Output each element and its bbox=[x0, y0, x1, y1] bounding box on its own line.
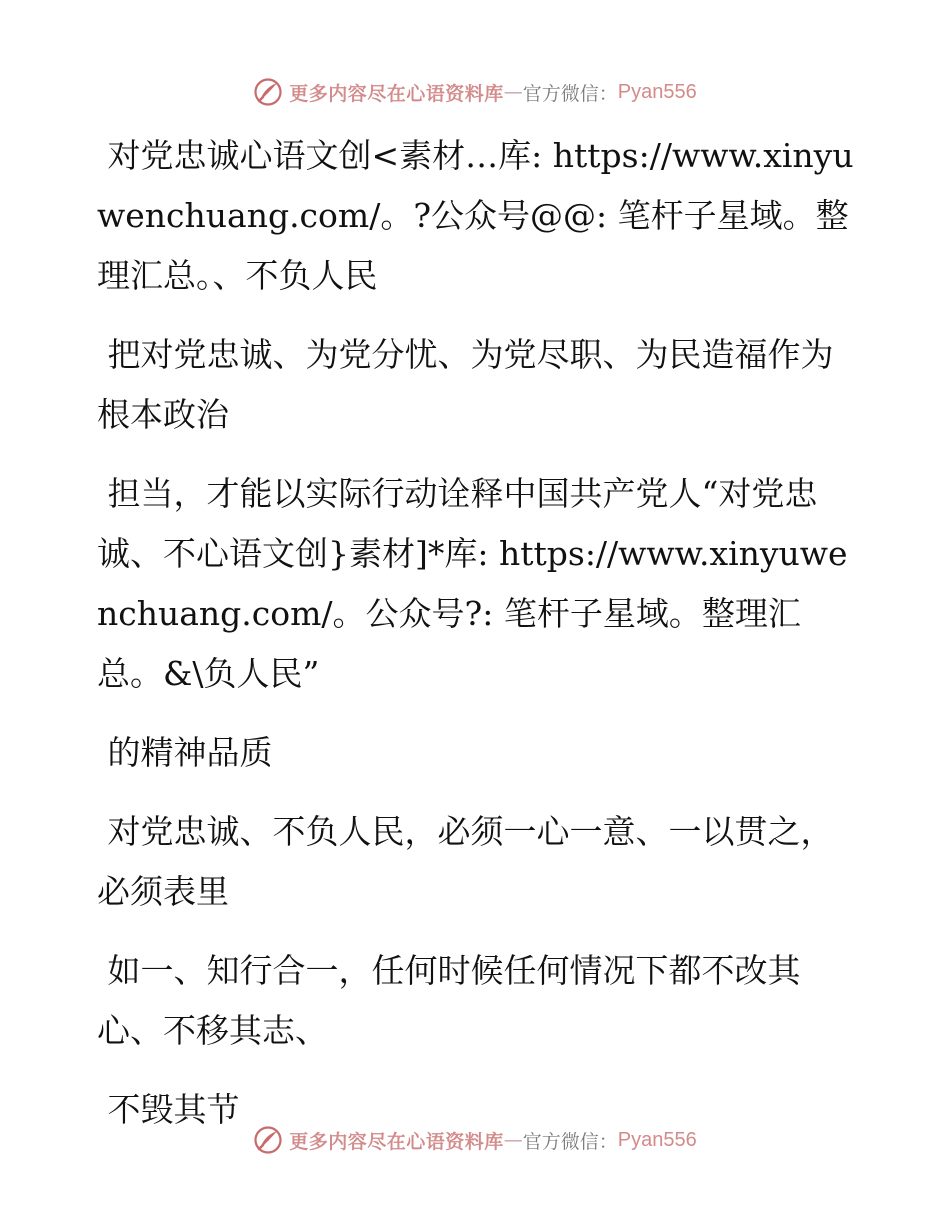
brush-logo-icon bbox=[253, 77, 283, 107]
paragraph-7: 不毁其节 bbox=[97, 1090, 240, 1129]
paragraph-3: 担当，才能以实际行动诠释中国共产党人“对党忠诚、不心语文创}素材]*库: https://www.xinyuwenchuang.com/。公众号?: 笔杆子星域。整理汇总。&\负人民” bbox=[97, 474, 848, 693]
header-banner bbox=[0, 70, 950, 114]
brush-logo-icon bbox=[253, 1125, 283, 1155]
banner-wechat-label: 官方微信： bbox=[522, 82, 618, 105]
footer-banner bbox=[0, 1118, 950, 1162]
paragraph-1: 对党忠诚心语文创<素材…库: https://www.xinyuwenchuang.com/。?公众号@@: 笔杆子星域。整理汇总。、不负人民 bbox=[97, 136, 854, 295]
paragraph-5: 对党忠诚、不负人民，必须一心一意、一以贯之，必须表里 bbox=[97, 812, 834, 911]
paragraph-4: 的精神品质 bbox=[97, 733, 273, 772]
banner-dash: — bbox=[503, 81, 523, 103]
banner-wechat-label: 官方微信： bbox=[522, 1130, 618, 1153]
banner-wechat-id: Pyan556 bbox=[617, 1128, 697, 1151]
banner-title: 更多内容尽在心语资料库 bbox=[289, 1130, 504, 1153]
paragraph-6: 如一、知行合一，任何时候任何情况下都不改其心、不移其志、 bbox=[97, 951, 801, 1050]
banner-dash: — bbox=[503, 1129, 523, 1151]
banner-title: 更多内容尽在心语资料库 bbox=[289, 82, 504, 105]
document-body bbox=[97, 126, 857, 1159]
paragraph-2: 把对党忠诚、为党分忧、为党尽职、为民造福作为根本政治 bbox=[97, 335, 834, 434]
banner-wechat-id: Pyan556 bbox=[617, 80, 697, 103]
